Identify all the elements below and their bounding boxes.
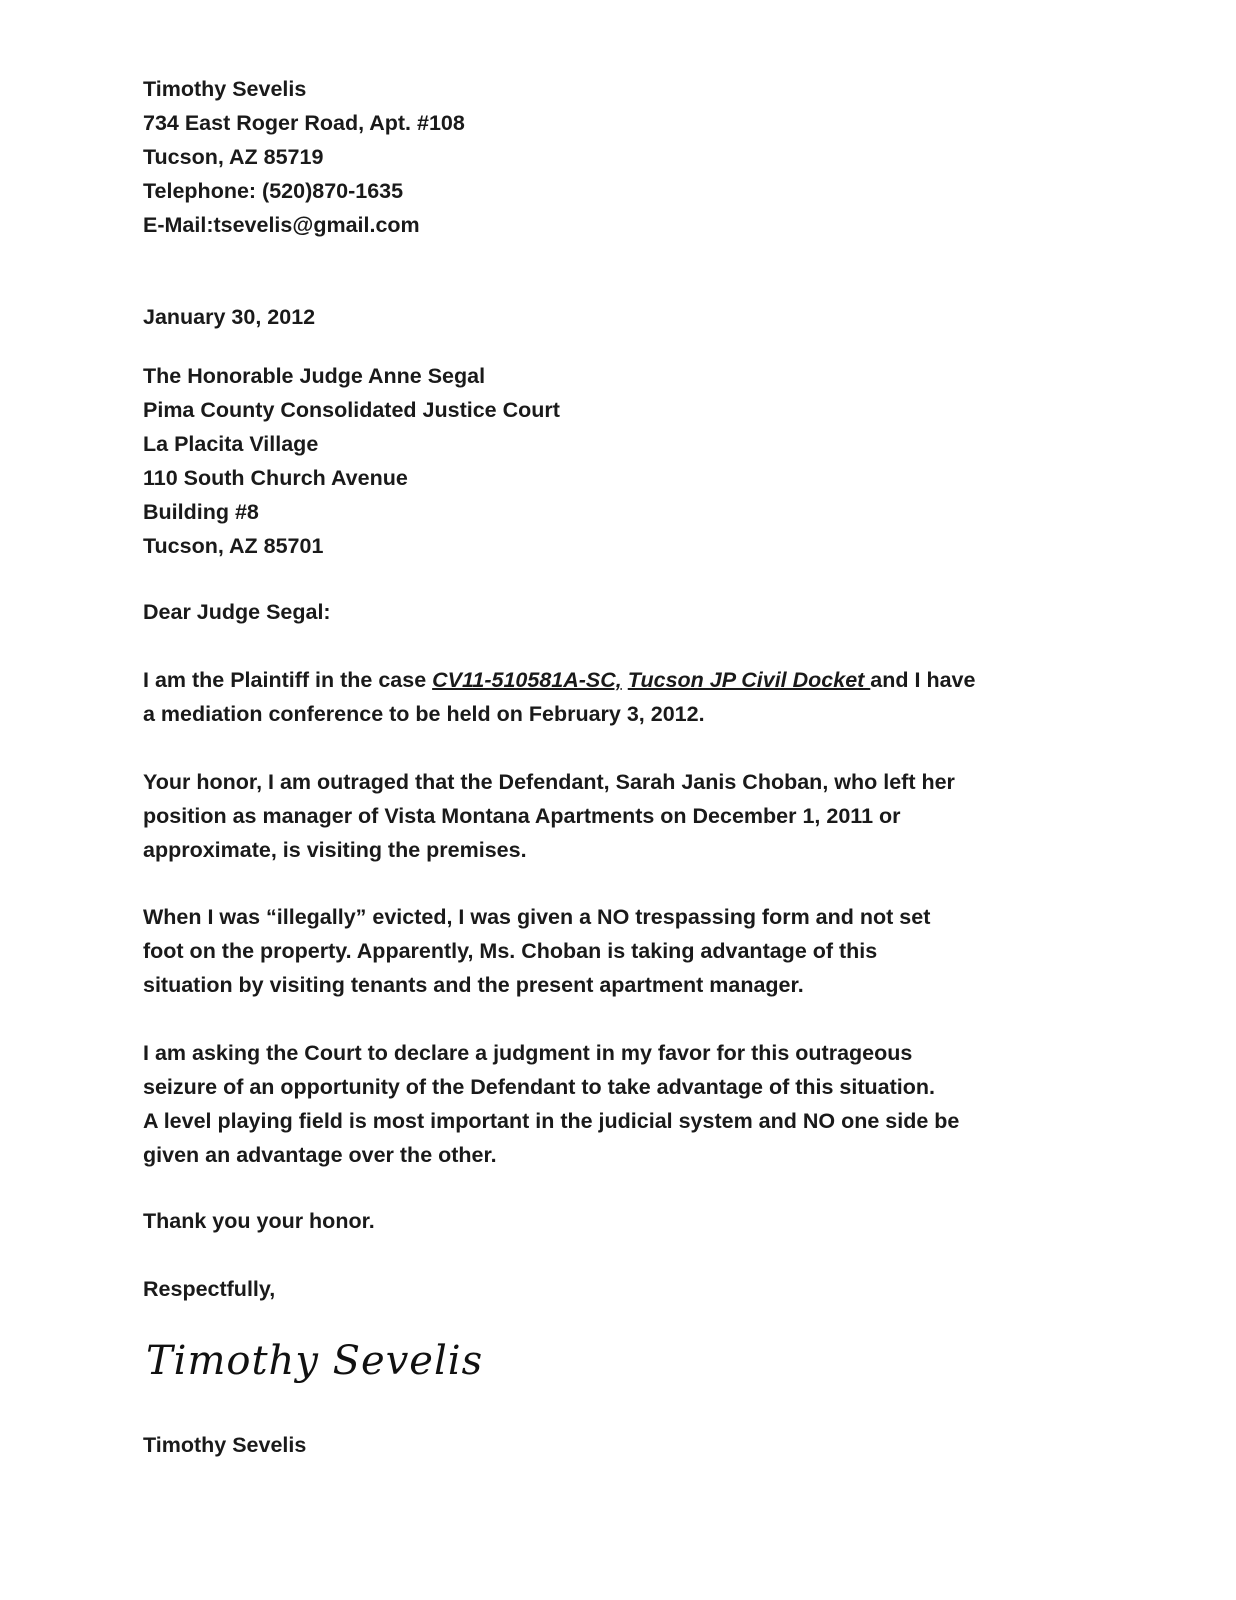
para-line: seizure of an opportunity of the Defendant to take advantage of this situation. <box>143 1075 935 1099</box>
paragraph-1 <box>143 663 975 731</box>
closing: Respectfully, <box>143 1277 276 1301</box>
paragraph-4 <box>143 1036 959 1172</box>
recipient-line: 110 South Church Avenue <box>143 466 408 490</box>
recipient-block <box>143 359 560 563</box>
para-line: given an advantage over the other. <box>143 1143 497 1167</box>
sender-block <box>143 72 465 242</box>
para1-line-2: a mediation conference to be held on February 3, 2012. <box>143 702 705 726</box>
case-number: CV11-510581A-SC, <box>432 668 622 692</box>
letter-date: January 30, 2012 <box>143 305 316 329</box>
para-line: foot on the property. Apparently, Ms. Choban is taking advantage of this <box>143 939 878 963</box>
paragraph-3 <box>143 900 930 1002</box>
para-line: position as manager of Vista Montana Apartments on December 1, 2011 or <box>143 804 901 828</box>
para-line: A level playing field is most important in the judicial system and NO one side be <box>143 1109 960 1133</box>
sender-address-1: 734 East Roger Road, Apt. #108 <box>143 111 465 135</box>
thanks-line: Thank you your honor. <box>143 1209 375 1233</box>
sender-name: Timothy Sevelis <box>143 77 307 101</box>
sender-telephone: Telephone: (520)870-1635 <box>143 179 404 203</box>
handwritten-signature: Timothy Sevelis <box>146 1338 484 1384</box>
para-line: I am asking the Court to declare a judgment in my favor for this outrageous <box>143 1041 913 1065</box>
para-line: Your honor, I am outraged that the Defendant, Sarah Janis Choban, who left her <box>143 770 955 794</box>
recipient-line: La Placita Village <box>143 432 319 456</box>
docket-name: Tucson JP Civil Docket <box>627 668 871 692</box>
recipient-line: Building #8 <box>143 500 259 524</box>
sender-email: E-Mail:tsevelis@gmail.com <box>143 213 420 237</box>
recipient-line: Pima County Consolidated Justice Court <box>143 398 560 422</box>
para1-text: and I have <box>870 668 976 692</box>
recipient-line: Tucson, AZ 85701 <box>143 534 324 558</box>
para1-text: I am the Plaintiff in the case <box>143 668 433 692</box>
para-line: approximate, is visiting the premises. <box>143 838 527 862</box>
para-line: situation by visiting tenants and the present apartment manager. <box>143 973 804 997</box>
sender-address-2: Tucson, AZ 85719 <box>143 145 324 169</box>
salutation: Dear Judge Segal: <box>143 600 331 624</box>
printed-name: Timothy Sevelis <box>143 1433 307 1457</box>
recipient-line: The Honorable Judge Anne Segal <box>143 364 486 388</box>
paragraph-2 <box>143 765 955 867</box>
para-line: When I was “illegally” evicted, I was given a NO trespassing form and not set <box>143 905 931 929</box>
